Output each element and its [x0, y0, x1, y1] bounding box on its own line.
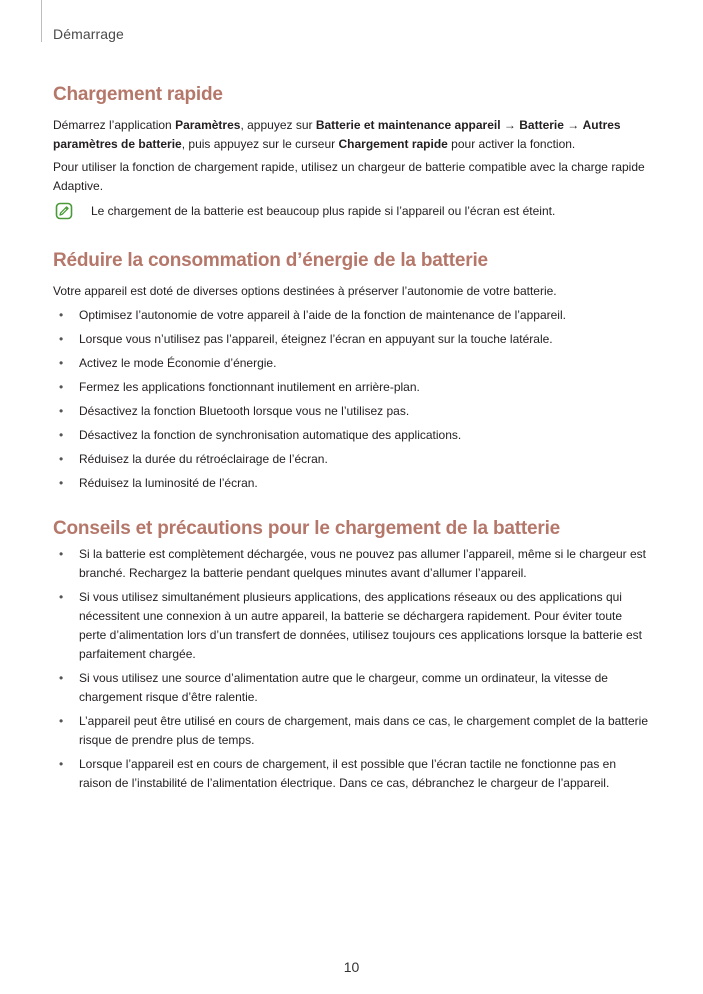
list-item [53, 755, 649, 793]
fast-charging-instruction [53, 116, 649, 154]
instruction-text: , puis appuyez sur le curseur [181, 137, 339, 151]
page-content [53, 84, 649, 793]
list-item-text: Désactivez la fonction de synchronisation automatique des applications. [79, 428, 462, 442]
bullet-marker: • [59, 547, 64, 561]
bullet-marker: • [59, 308, 64, 322]
bullet-marker: • [59, 404, 64, 418]
list-item [53, 354, 649, 373]
list-item-text: Si vous utilisez simultanément plusieurs applications, des applications réseaux ou des applications qui nécessitent une connexion à un autre appareil, la batterie se déchargera rapidement. Pour éviter toute perte d’alimentation lors d’un transfert de données, utilisez toujours ces applications lorsque la batterie est parfaitement chargée. [79, 590, 642, 661]
list-item [53, 402, 649, 421]
list-item [53, 426, 649, 445]
list-item-text: Optimisez l’autonomie de votre appareil à l’aide de la fonction de maintenance de l’appareil. [79, 308, 566, 322]
list-item-text: Désactivez la fonction Bluetooth lorsque vous ne l’utilisez pas. [79, 404, 410, 418]
list-item-text: Lorsque l’appareil est en cours de chargement, il est possible que l’écran tactile ne fonctionne pas en raison de l’instabilité de l’alimentation électrique. Dans ce cas, débranchez le chargeur de l’appareil. [79, 757, 616, 790]
list-item [53, 450, 649, 469]
note-box [53, 202, 649, 222]
list-item-text: Lorsque vous n’utilisez pas l’appareil, éteignez l’écran en appuyant sur la touche latérale. [79, 332, 553, 346]
bullet-marker: • [59, 428, 64, 442]
instruction-term-battery-care: Batterie et maintenance appareil [315, 118, 501, 132]
section-title-fast-charging: Chargement rapide [53, 84, 223, 105]
list-item [53, 545, 649, 583]
bullet-marker: • [59, 452, 64, 466]
header-side-rule [41, 0, 42, 42]
bullet-marker: • [59, 380, 64, 394]
instruction-arrow: → [563, 118, 583, 132]
list-item [53, 306, 649, 325]
list-item [53, 669, 649, 707]
power-saving-intro: Votre appareil est doté de diverses options destinées à préserver l’autonomie de votre batterie. [53, 284, 557, 298]
instruction-arrow: → [500, 118, 520, 132]
bullet-marker: • [59, 671, 64, 685]
list-item [53, 474, 649, 493]
instruction-text: Démarrez l’application [53, 118, 176, 132]
bullet-marker: • [59, 590, 64, 604]
section-title-precautions: Conseils et précautions pour le chargement de la batterie [53, 518, 561, 539]
instruction-term-fast-charging: Chargement rapide [338, 137, 448, 151]
list-item-text: Activez le mode Économie d’énergie. [79, 356, 277, 370]
precautions-list [53, 545, 649, 793]
instruction-text: pour activer la fonction. [447, 137, 576, 151]
list-item [53, 378, 649, 397]
list-item-text: Fermez les applications fonctionnant inutilement en arrière-plan. [79, 380, 420, 394]
instruction-term-more-battery-settings: Autres paramètres de batterie [53, 118, 621, 151]
list-item-text: Si vous utilisez une source d’alimentation autre que le chargeur, comme un ordinateur, la vitesse de chargement risque d’être ralentie. [79, 671, 608, 704]
instruction-term-battery: Batterie [519, 118, 564, 132]
list-item [53, 330, 649, 349]
note-pencil-icon [55, 202, 73, 220]
page-number: 10 [343, 959, 360, 975]
bullet-marker: • [59, 714, 64, 728]
running-header: Démarrage [53, 26, 124, 42]
bullet-marker: • [59, 332, 64, 346]
bullet-marker: • [59, 476, 64, 490]
section-title-power-saving: Réduire la consommation d’énergie de la batterie [53, 250, 488, 271]
list-item [53, 588, 649, 664]
fast-charging-compat-paragraph: Pour utiliser la fonction de chargement rapide, utilisez un chargeur de batterie compatible avec la charge rapide Adaptive. [53, 160, 645, 193]
instruction-term-settings: Paramètres [175, 118, 241, 132]
list-item [53, 712, 649, 750]
list-item-text: L’appareil peut être utilisé en cours de chargement, mais dans ce cas, le chargement complet de la batterie risque de prendre plus de temps. [79, 714, 648, 747]
bullet-marker: • [59, 356, 64, 370]
instruction-text: , appuyez sur [240, 118, 316, 132]
list-item-text: Réduisez la durée du rétroéclairage de l’écran. [79, 452, 328, 466]
power-saving-list [53, 306, 649, 493]
bullet-marker: • [59, 757, 64, 771]
list-item-text: Si la batterie est complètement déchargée, vous ne pouvez pas allumer l’appareil, même si le chargeur est branché. Rechargez la batterie pendant quelques minutes avant d’allumer l’appareil. [79, 547, 646, 580]
list-item-text: Réduisez la luminosité de l’écran. [79, 476, 258, 490]
note-text: Le chargement de la batterie est beaucoup plus rapide si l’appareil ou l’écran est éteint. [91, 204, 556, 218]
